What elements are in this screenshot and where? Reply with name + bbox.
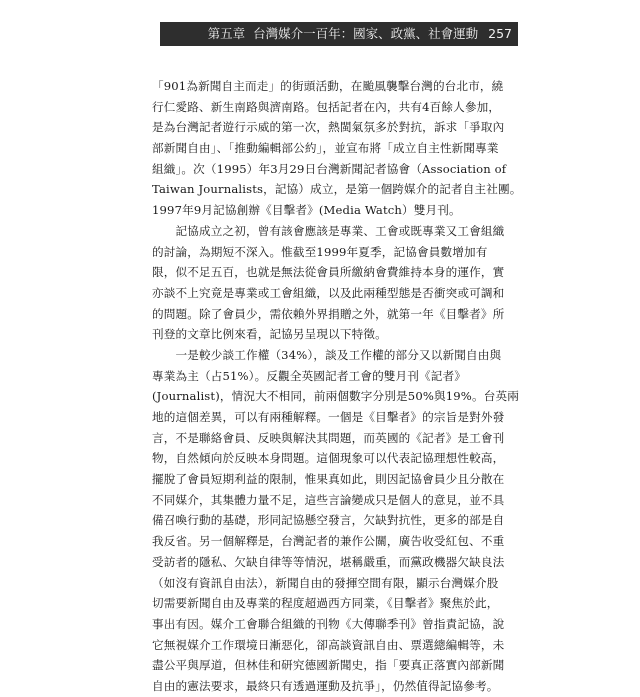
text-line: 亦談不上究竟是專業或工會組織，以及此兩種型態是否衝突或可調和	[152, 285, 505, 300]
text-line: 的問題。除了會員少，需依賴外界捐贈之外，就第一年《目擊者》所	[152, 306, 505, 321]
text-line: 限，似不足五百，也就是無法從會員所繳納會費維持本身的運作，實	[152, 265, 505, 280]
text-line: 它無視媒介工作環境日漸惡化，卻高談資訊自由、票選總編輯等，未	[152, 637, 505, 652]
paragraph	[152, 76, 522, 221]
text-line: 專業為主（占51%）。反觀全英國記者工會的雙月刊《記者》	[152, 368, 467, 383]
text-line: 一是較少談工作權（34%），談及工作權的部分又以新聞自由與	[152, 347, 502, 362]
text-line: 物，自然傾向於反映本身問題。這個現象可以代表記協理想性較高，	[152, 451, 505, 466]
text-line: 事出有因。媒介工會聯合組織的刊物《大傳聯季刊》曾指責記協，說	[152, 616, 505, 631]
chapter-label: 第五章	[207, 26, 246, 41]
text-line: 記協成立之初，曾有該會應該是專業、工會或既專業又工會組織	[152, 223, 505, 238]
text-line: 組織」。次（1995）年3月29日台灣新聞記者協會（Association of	[152, 161, 507, 176]
text-line: 是為台灣記者遊行示威的第一次，熱閩氣氛多於對抗，訴求「爭取內	[152, 120, 505, 135]
text-line: 受訪者的隱私、欠缺自律等等情況，堪稱嚴重，而黨政機器欠缺良法	[152, 554, 505, 569]
text-line: 部新聞自由」、「推動編輯部公約」，並宣布將「成立自主性新聞專業	[152, 141, 499, 156]
text-line: 地的這個差異，可以有兩種解釋。一個是《目擊者》的宗旨是對外發	[152, 410, 505, 424]
text-line: 言，不是聯絡會員、反映與解決其問題，而英國的《記者》是工會刊	[152, 430, 505, 445]
text-line: 切需要新聞自由及專業的程度超過西方同業，《目擊者》聚焦於此，	[152, 596, 499, 611]
text-line: 備召喚行動的基礎，形同記協懸空發言，欠缺對抗性，更多的部是自	[152, 513, 505, 528]
text-line: 1997年9月記協創辦《目擊者》(Media Watch）雙月刊。	[152, 203, 461, 218]
text-line: 不同媒介，其集體力量不足，這些言論變成只是個人的意見，並不具	[152, 492, 505, 507]
page-number: 257	[488, 26, 512, 41]
text-line: 刊登的文章比例來看，記協另呈現以下特徵。	[152, 327, 387, 342]
text-line: 擺脫了會員短期利益的限制，惟果真如此，則因記協會員少且分散在	[152, 472, 505, 487]
text-line: 的討論，為期短不深入。惟截至1999年夏季，記協會員數增加有	[152, 244, 488, 259]
text-line: 我反省。另一個解釋是，台灣記者的兼作公關，廣告收受紅包、不重	[152, 534, 505, 549]
paragraph	[152, 221, 505, 345]
text-line: Taiwan Journalists，記協）成立，是第一個跨媒介的記者自主社團。	[152, 182, 522, 197]
paragraph	[152, 345, 519, 697]
text-line: 盡公平與厚道，但林佳和研究德國新聞史，指「要真正落實內部新聞	[152, 658, 505, 673]
running-title: 台灣媒介一百年：國家、政黨、社會運動	[253, 26, 479, 41]
text-line: 自由的憲法要求，最終只有透過運動及抗爭」，仍然值得記協參考。	[152, 678, 499, 693]
text-line: (Journalist)，情況大不相同，前兩個數字分別是50%與19%。台英兩	[152, 389, 519, 404]
running-header	[160, 22, 518, 46]
text-line: （如沒有資訊自由法），新聞自由的發揮空間有限，顯示台灣媒介股	[152, 575, 499, 590]
body-text	[152, 76, 522, 697]
text-line: 行仁愛路、新生南路與濟南路。包括記者在內，共有4百餘人參加，	[152, 99, 501, 114]
text-line: 「901為新聞自主而走」的街頭活動，在颱風襲擊台灣的台北市，繞	[152, 79, 504, 93]
